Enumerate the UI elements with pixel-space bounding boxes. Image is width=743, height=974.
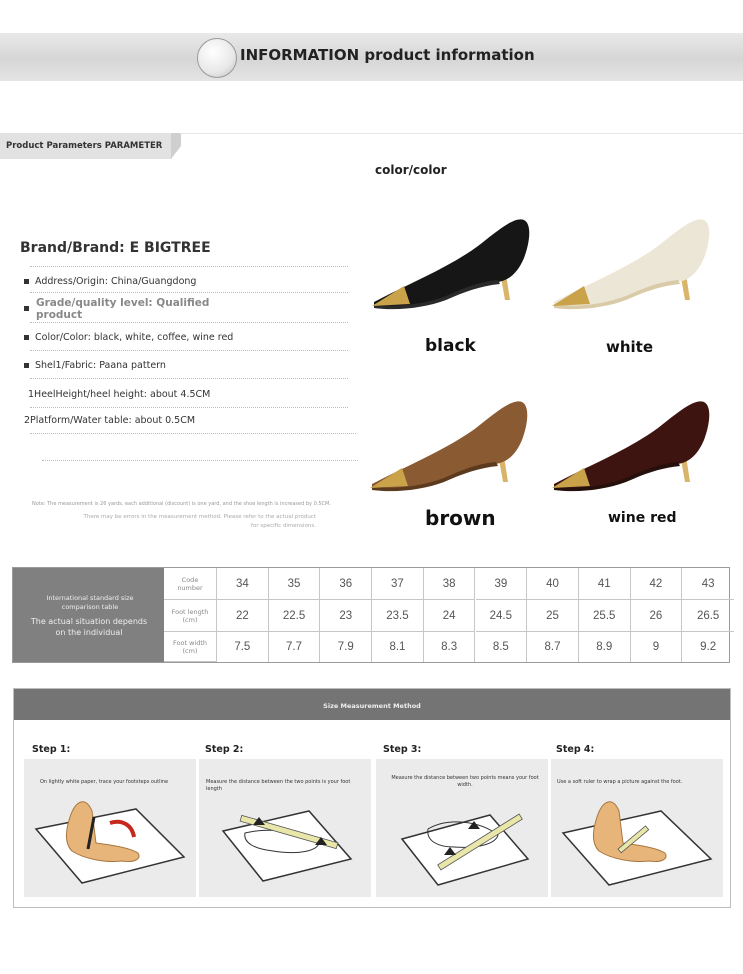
metal-toe-cap xyxy=(552,468,590,488)
step-2-description: Measure the distance between the two points is your foot length xyxy=(206,779,351,792)
size-cell: 7.9 xyxy=(320,632,372,662)
size-cell: 26.5 xyxy=(682,600,734,632)
param-platform: 2Platform/Water table: about 0.5CM xyxy=(24,415,196,426)
bullet-icon xyxy=(24,335,29,340)
metal-toe-cap xyxy=(370,468,408,488)
divider xyxy=(30,433,356,434)
step-3-description: Measure the distance between two points means your foot width. xyxy=(391,775,539,788)
divider xyxy=(30,350,348,351)
size-cell: 35 xyxy=(269,568,321,600)
size-cell: 25 xyxy=(527,600,579,632)
bullet-icon xyxy=(24,363,29,368)
divider xyxy=(30,292,348,293)
size-cell: 9 xyxy=(631,632,683,662)
size-row-header: Foot length (cm) xyxy=(164,600,217,632)
step-1-description: On lightly white paper, trace your footsteps outline xyxy=(40,779,169,785)
size-table-side xyxy=(13,568,164,662)
header-circle-icon xyxy=(197,38,237,78)
divider xyxy=(30,266,348,267)
size-cell: 7.5 xyxy=(217,632,269,662)
size-cell: 43 xyxy=(682,568,734,600)
step-3-label: Step 3: xyxy=(383,744,422,755)
color-label-brown: brown xyxy=(425,506,496,530)
param-grade: Grade/quality level: Qualified product xyxy=(36,297,210,321)
param-color xyxy=(24,332,233,343)
size-row-header: Code number xyxy=(164,568,217,600)
size-cell: 8.7 xyxy=(527,632,579,662)
color-title: color/color xyxy=(375,163,447,177)
size-row-header: Foot width (cm) xyxy=(164,632,217,662)
size-cell: 23 xyxy=(320,600,372,632)
brown-shoe-image xyxy=(366,396,536,496)
size-cell: 26 xyxy=(631,600,683,632)
size-cell: 23.5 xyxy=(372,600,424,632)
size-cell: 34 xyxy=(217,568,269,600)
size-cell: 8.9 xyxy=(579,632,631,662)
size-cell: 42 xyxy=(631,568,683,600)
size-cell: 41 xyxy=(579,568,631,600)
color-label-black: black xyxy=(425,336,476,356)
size-cell: 24.5 xyxy=(476,600,528,632)
tab-arrow-icon xyxy=(171,133,181,159)
bullet-icon xyxy=(24,279,29,284)
size-cell: 39 xyxy=(476,568,528,600)
step-1-label: Step 1: xyxy=(32,744,71,755)
divider xyxy=(30,407,348,408)
step-2-label: Step 2: xyxy=(205,744,244,755)
error-note: There may be errors in the measurement method. Please refer to the actual product for specific dimensions. xyxy=(83,514,316,529)
divider xyxy=(30,378,348,379)
measurement-note: Note: The measurement is 26 yards, each additional (discount) is one yard, and the shoe length is increased by 0.5CM. xyxy=(32,501,331,507)
black-shoe-image xyxy=(368,214,538,314)
param-address xyxy=(24,276,196,287)
size-cell: 8.3 xyxy=(424,632,476,662)
param-fabric-text: Shel1/Fabric: Paana pattern xyxy=(35,360,166,371)
bullet-icon xyxy=(24,306,29,311)
size-cell: 22 xyxy=(217,600,269,632)
measurement-section xyxy=(13,688,731,908)
param-address-text: Address/Origin: China/Guangdong xyxy=(35,276,197,287)
size-table-subtitle: The actual situation depends on the individual xyxy=(30,617,148,637)
size-cell: 7.7 xyxy=(269,632,321,662)
divider xyxy=(180,133,743,134)
size-cell: 24 xyxy=(424,600,476,632)
size-cell: 38 xyxy=(424,568,476,600)
divider xyxy=(42,460,358,461)
divider xyxy=(30,322,348,323)
color-label-white: white xyxy=(606,338,654,356)
size-table-title: International standard size comparison table xyxy=(46,594,134,611)
step-4-description: Use a soft ruler to wrap a picture against the foot. xyxy=(557,779,683,785)
header-title: INFORMATION product information xyxy=(240,46,535,64)
wine-red-shoe-image xyxy=(548,396,718,496)
size-cell: 25.5 xyxy=(579,600,631,632)
param-fabric xyxy=(24,360,166,371)
measurement-title: Size Measurement Method xyxy=(323,702,421,710)
size-cell: 40 xyxy=(527,568,579,600)
size-cell: 22.5 xyxy=(269,600,321,632)
size-cell: 37 xyxy=(372,568,424,600)
white-shoe-image xyxy=(548,214,718,314)
size-table xyxy=(12,567,730,663)
parameter-tab-label: Product Parameters PARAMETER xyxy=(6,141,163,151)
size-cell: 8.5 xyxy=(476,632,528,662)
metal-toe-cap xyxy=(552,286,590,306)
size-cell: 8.1 xyxy=(372,632,424,662)
size-cell: 9.2 xyxy=(700,641,717,653)
step-4-label: Step 4: xyxy=(556,744,595,755)
param-color-text: Color/Color: black, white, coffee, wine red xyxy=(35,332,234,343)
color-label-wine-red: wine red xyxy=(608,510,677,526)
size-cell: 36 xyxy=(320,568,372,600)
brand-text: Brand/Brand: E BIGTREE xyxy=(20,240,211,256)
param-heel: 1HeelHeight/heel height: about 4.5CM xyxy=(28,389,211,400)
metal-toe-cap xyxy=(372,286,410,306)
